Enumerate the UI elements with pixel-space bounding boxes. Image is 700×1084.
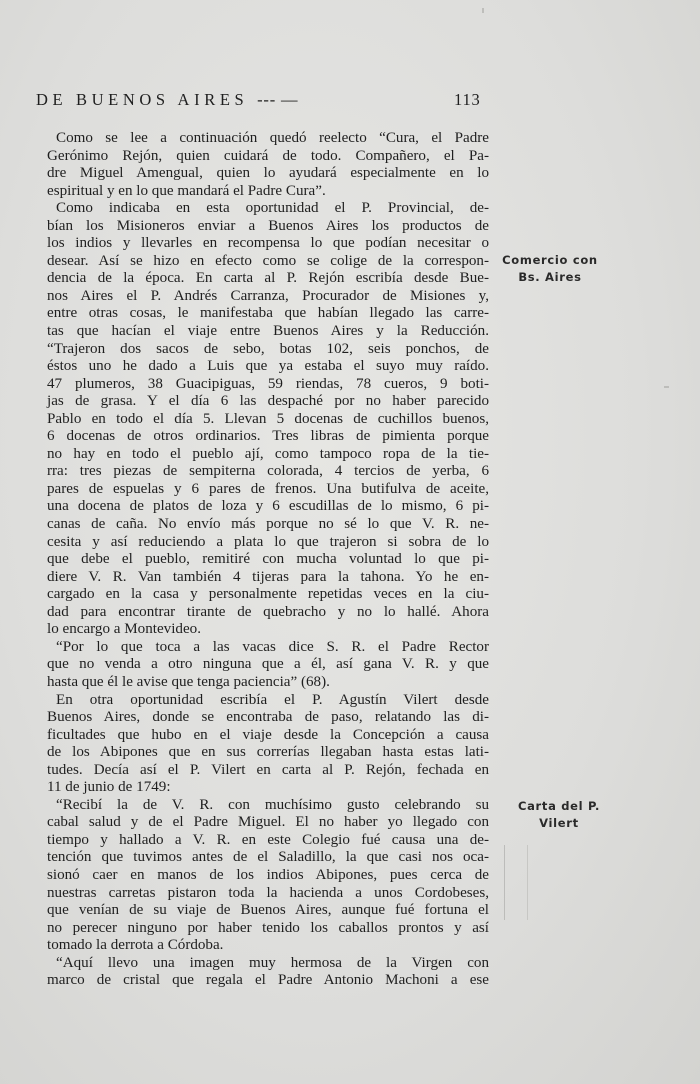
text-line: que venían de su viaje de Buenos Aires, aunque fué fortuna el bbox=[47, 902, 489, 919]
text-line: jas de grasa. Y el día 6 las despaché por no haber parecido bbox=[47, 393, 489, 410]
text-line: Buenos Aires, donde se encontraba de paso, relatando las di- bbox=[47, 709, 489, 726]
text-line: tención que tuvimos antes de el Saladillo, la que casi nos oca- bbox=[47, 849, 489, 866]
text-line: no hay en todo el pueblo ají, como tampoco ropa de la tie- bbox=[47, 445, 489, 462]
running-head-title: DE BUENOS AIRES bbox=[36, 90, 249, 109]
text-line: tudes. Decía así el P. Vilert en carta al P. Rejón, fechada en bbox=[47, 761, 489, 778]
text-line: 47 plumeros, 38 Guacipiguas, 59 riendas, 78 cueros, 9 boti- bbox=[47, 375, 489, 392]
paper-speck bbox=[482, 8, 484, 13]
text-line: Como se lee a continuación quedó reelecto “Cura, el Padre bbox=[56, 130, 489, 146]
pencil-margin-mark bbox=[504, 845, 528, 920]
text-line: los indios y llevarles en recompensa lo que podían necesitar o bbox=[47, 235, 489, 252]
text-line: pares de espuelas y 6 pares de frenos. Una butifulva de aceite, bbox=[47, 480, 489, 497]
text-line: marco de cristal que regala el Padre Antonio Machoni a ese bbox=[47, 972, 489, 989]
marginal-note-line: Vilert bbox=[539, 816, 579, 830]
text-line: Pablo en todo el día 5. Llevan 5 docenas de cuchillos buenos, bbox=[47, 410, 489, 427]
text-line: sionó caer en manos de los indios Abipones, pues cerca de bbox=[47, 866, 489, 883]
text-line: éstos uno he dado a Luis que ya estaba el suyo muy raído. bbox=[47, 358, 489, 375]
marginal-note-letter bbox=[504, 798, 614, 832]
text-line: de los Abipones que en sus correrías llegaban hasta estas lati- bbox=[47, 744, 489, 761]
text-line: 11 de junio de 1749: bbox=[47, 779, 171, 796]
text-line: cesita y así reduciendo a plata lo que trajeron si sobra de lo bbox=[47, 533, 489, 550]
body-text bbox=[47, 130, 489, 990]
text-line: tiempo y hallado a V. R. en este Colegio fué causa una de- bbox=[47, 831, 489, 848]
text-line: Gerónimo Rejón, quien cuidará de todo. Compañero, el Pa- bbox=[47, 147, 489, 164]
text-line: canas de caña. No envío más porque no sé lo que V. R. ne- bbox=[47, 516, 489, 533]
marginal-note-line: Carta del P. bbox=[517, 799, 601, 813]
text-line: dre Miguel Amengual, quien lo ayudará especialmente en lo bbox=[47, 165, 489, 182]
text-line: “Aquí llevo una imagen muy hermosa de la Virgen con bbox=[56, 954, 489, 971]
paper-speck bbox=[664, 386, 669, 388]
text-line: no perecer ninguno por haber tenido los caballos prontos y así bbox=[47, 919, 489, 936]
marginal-note-line: Bs. Aires bbox=[518, 270, 582, 284]
text-line: En otra oportunidad escribía el P. Agustín Vilert desde bbox=[56, 691, 489, 708]
text-line: diere V. R. Van también 4 tijeras para la tahona. Yo he en- bbox=[47, 568, 489, 585]
text-line: cargado en la casa y personalmente repetidas veces en la ciu- bbox=[47, 586, 489, 603]
text-line: “Trajeron dos sacos de sebo, botas 102, seis ponchos, de bbox=[47, 340, 489, 357]
text-line: lo encargo a Montevideo. bbox=[47, 621, 201, 638]
text-line: dad para encontrar tirante de quebracho y no lo hallé. Ahora bbox=[47, 603, 489, 620]
page-number: 113 bbox=[454, 90, 481, 109]
text-line: hasta que él le avise que tenga paciencia” (68). bbox=[47, 673, 330, 690]
marginal-note-line: Comercio con bbox=[502, 253, 598, 267]
text-line: nuestras carretas pistaron toda la hacienda a unos Cordobeses, bbox=[47, 884, 489, 901]
text-line: espiritual y en lo que mandará el Padre Cura”. bbox=[47, 182, 326, 199]
text-line: que debe el pueblo, remitiré con mucha voluntad lo que pi- bbox=[47, 551, 489, 568]
text-line: bían los Misioneros enviar a Buenos Aires los productos de bbox=[47, 217, 489, 234]
running-head bbox=[36, 90, 486, 110]
text-line: una docena de platos de loza y 6 escudillas de lo mismo, 6 pi- bbox=[47, 498, 489, 515]
text-line: cabal salud y de el Padre Miguel. El no haber yo llegado con bbox=[47, 814, 489, 831]
text-line: “Recibí la de V. R. con muchísimo gusto celebrando su bbox=[56, 796, 489, 813]
text-line: Como indicaba en esta oportunidad el P. Provincial, de- bbox=[56, 200, 489, 217]
text-line: 6 docenas de otros ordinarios. Tres libras de pimienta porque bbox=[47, 428, 489, 445]
text-line: desear. Así se hizo en efecto como se colige de la correspon- bbox=[47, 252, 489, 269]
running-head-dashes: --- — bbox=[257, 90, 299, 109]
text-line: ficultades que hubo en el viaje desde la Concepción a causa bbox=[47, 726, 489, 743]
text-line: tomado la derrota a Córdoba. bbox=[47, 937, 224, 954]
marginal-note-commerce bbox=[496, 252, 604, 286]
text-line: entre otras cosas, le manifestaba que habían llegado las carre- bbox=[47, 305, 489, 322]
text-line: dencia de la época. En carta al P. Rejón escribía desde Bue- bbox=[47, 270, 489, 287]
text-line: que no venda a otro ninguna que a él, así gana V. R. y que bbox=[47, 656, 489, 673]
text-line: rra: tres piezas de sempiterna colorada, 4 tercios de yerba, 6 bbox=[47, 463, 489, 480]
text-line: tas que hacían el viaje entre Buenos Aires y la Reducción. bbox=[47, 323, 489, 340]
text-line: nos Aires el P. Andrés Carranza, Procurador de Misiones y, bbox=[47, 287, 489, 304]
text-line: “Por lo que toca a las vacas dice S. R. el Padre Rector bbox=[56, 638, 489, 655]
